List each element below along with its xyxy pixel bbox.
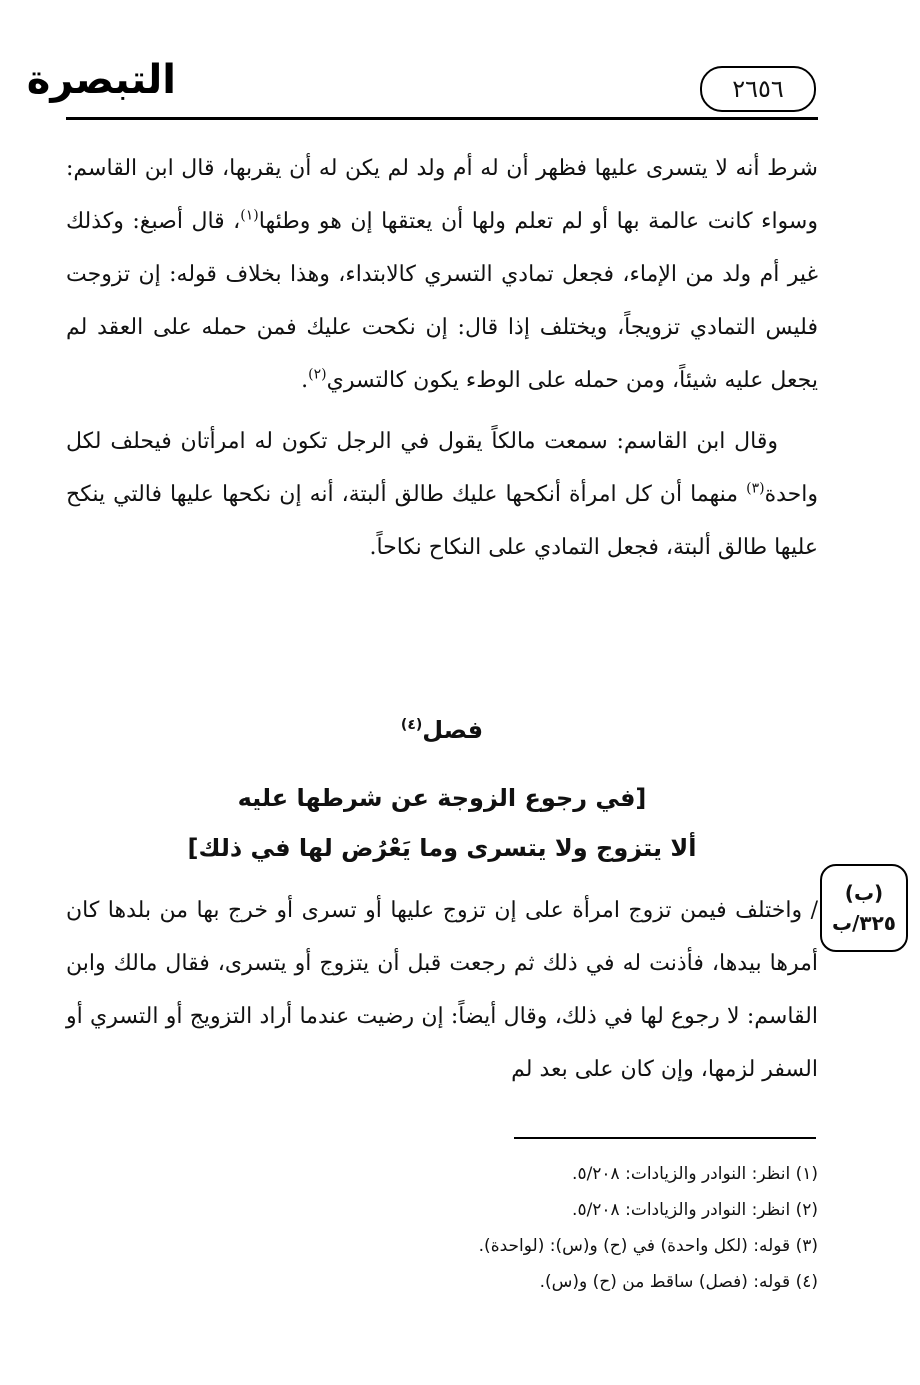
paragraph-1-part-a: شرط أنه لا يتسرى عليها فظهر أن له أم ولد لم يكن له أن يقربها، قال ابن القاسم: وسواء كانت عالمة بها أو لم تعلم ولها أن يعتقها إن هو وطئها [66, 156, 818, 234]
running-head-book-title: التبصرة [26, 57, 176, 103]
footnote-ref-4: (٤) [400, 717, 423, 733]
paragraph-2 [66, 415, 818, 574]
paragraph-1-part-c: . [301, 368, 309, 393]
page-number: ٢٦٥٦ [700, 66, 816, 112]
footnotes [66, 1156, 818, 1300]
footnote-3: (٣) قوله: (لكل واحدة) في (ح) و(س): (لواحدة). [478, 1236, 818, 1256]
footnote-4: (٤) قوله: (فصل) ساقط من (ح) و(س). [539, 1272, 818, 1292]
section-title-line-1: [في رجوع الزوجة عن شرطها عليه [237, 784, 647, 812]
footnote-ref-2: (٢) [308, 366, 327, 383]
paragraph-1 [66, 142, 818, 407]
footnote-ref-3: (٣) [746, 480, 765, 497]
paragraph-2-part-b: منهما أن كل امرأة أنكحها عليك طالق ألبتة، أنه إن نكحها عليها فالتي ينكح عليها طالق ألبتة، فجعل التمادي على النكاح نكاحاً. [66, 482, 818, 560]
main-text-lower [66, 884, 818, 1096]
section-label-text: فصل [422, 716, 484, 744]
header-rule [66, 117, 818, 120]
main-text-upper [66, 142, 818, 574]
manuscript-folio-note [820, 864, 908, 952]
manuscript-folio-line-1: (ب) [844, 881, 884, 905]
footnote-ref-1: (١) [240, 207, 259, 224]
section-title-line-2: ألا يتزوج ولا يتسرى وما يَعْرُض لها في ذلك] [187, 834, 697, 862]
paragraph-3: / واختلف فيمن تزوج امرأة على إن تزوج عليها أو تسرى أو خرج بها من بلدها كان أمرها بيدها، فأذنت له في ذلك ثم رجعت قبل أن يتزوج أو يتسرى، فقال مالك وابن القاسم: لا رجوع لها في ذلك، وقال أيضاً: إن رضيت عندما أراد التزويج أو التسري أو السفر لزمها، وإن كان على بعد لم [66, 898, 818, 1082]
section-label [66, 708, 818, 752]
paragraph-2-part-a: وقال ابن القاسم: سمعت مالكاً يقول في الرجل تكون له امرأتان فيحلف لكل واحدة [66, 429, 818, 507]
manuscript-folio-line-2: ٣٢٥/ب [831, 911, 897, 935]
footnote-1: (١) انظر: النوادر والزيادات: ٥/٢٠٨. [572, 1164, 818, 1184]
footnote-2: (٢) انظر: النوادر والزيادات: ٥/٢٠٨. [572, 1200, 818, 1220]
footnote-separator [514, 1137, 816, 1139]
paragraph-1-part-b: ، قال أصبغ: وكذلك غير أم ولد من الإماء، فجعل تمادي التسري كالابتداء، وهذا بخلاف قوله: إن تزوجت فليس التمادي تزويجاً، ويختلف إذا قال: إن نكحت عليك فمن حمله على العقد لم يجعل عليه شيئاً، ومن حمله على الوطء يكون كالتسري [66, 209, 818, 393]
